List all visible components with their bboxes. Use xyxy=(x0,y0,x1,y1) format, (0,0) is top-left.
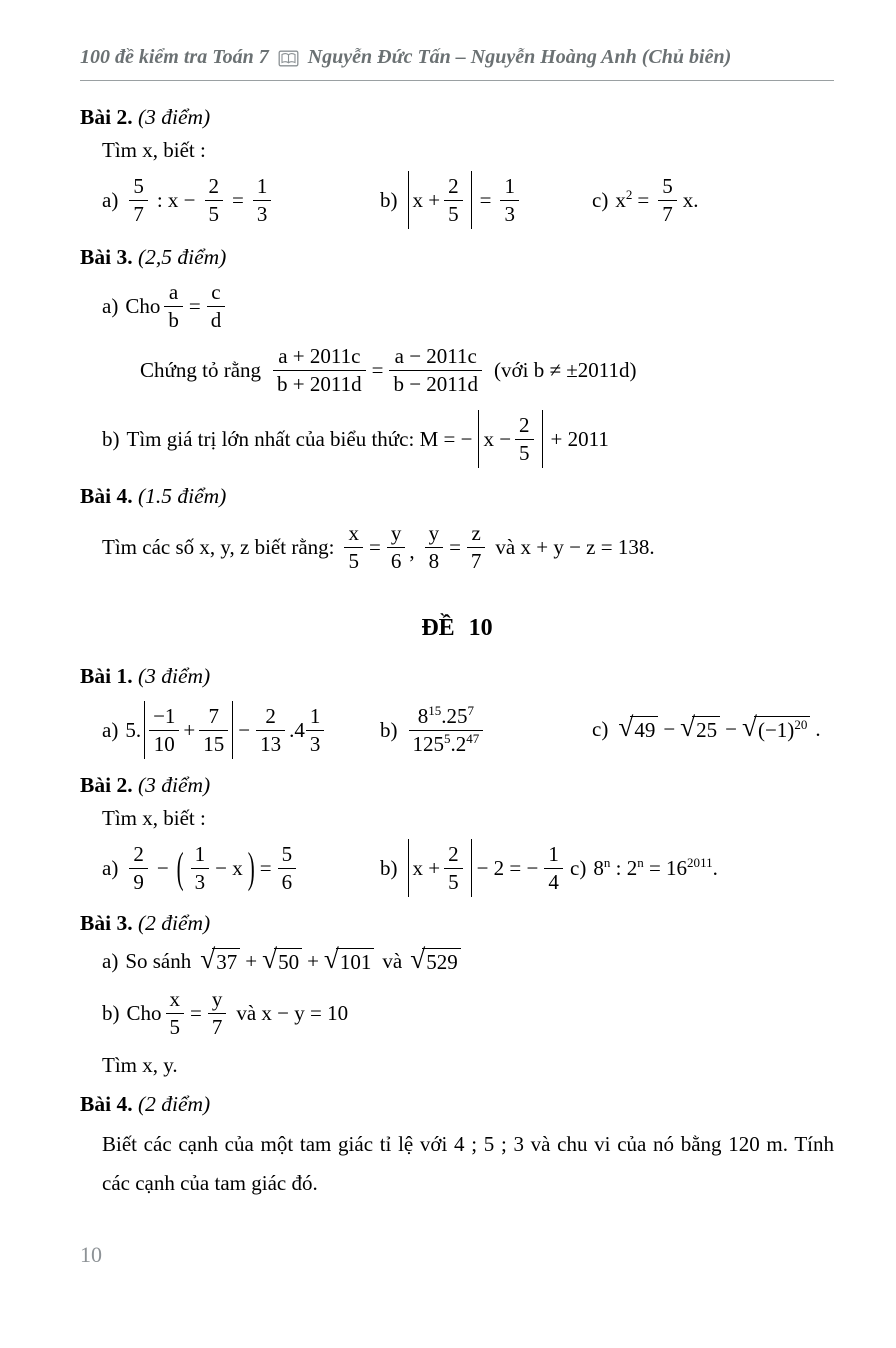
fraction xyxy=(344,521,363,573)
operator: = xyxy=(259,855,272,880)
sqrt-expression xyxy=(262,944,302,975)
fraction xyxy=(544,842,563,894)
page-number: 10 xyxy=(80,1242,102,1267)
fraction-numerator: 1 xyxy=(500,174,519,201)
problem-points: (1.5 điểm) xyxy=(137,484,227,508)
math-text: + 2011 xyxy=(550,426,609,451)
fraction-denominator: 3 xyxy=(309,732,321,756)
problem-heading-bai3 xyxy=(80,245,834,270)
radical-sign: √ xyxy=(410,944,426,974)
radicand: 25 xyxy=(692,716,720,743)
fraction-numerator: y xyxy=(425,521,444,548)
problem-points: (2 điểm) xyxy=(137,911,211,935)
fraction xyxy=(658,174,677,226)
fraction-denominator: 5 xyxy=(169,1015,181,1040)
problem-item-b xyxy=(380,704,592,756)
fraction-numerator: a xyxy=(164,280,183,307)
problem-heading-bai3 xyxy=(80,911,834,936)
item-tag: b) xyxy=(380,187,398,212)
abs-text: x − xyxy=(483,426,512,451)
item-tag: a) xyxy=(102,293,119,318)
problem-heading-bai2 xyxy=(80,105,834,130)
fraction-denominator: 3 xyxy=(194,870,206,894)
de10-title: ĐỀ 10 xyxy=(421,615,493,641)
problem-intro: Tìm x, biết : xyxy=(102,138,206,162)
problem-row xyxy=(102,987,834,1039)
problem-row xyxy=(102,171,834,229)
fraction-numerator: a + 2011c xyxy=(273,344,366,371)
problem-label: Bài 4. xyxy=(80,1092,133,1117)
fraction-denominator: 8 xyxy=(428,549,440,573)
fraction xyxy=(278,842,297,894)
item-tag: a) xyxy=(102,187,119,212)
item-tag: a) xyxy=(102,855,119,880)
abs-expression xyxy=(408,839,472,897)
power-base: x xyxy=(615,187,626,212)
fraction-numerator: 2 xyxy=(205,174,224,201)
fraction-denominator: 7 xyxy=(133,202,144,226)
math-text: Tìm giá trị lớn nhất của biểu thức: M = − xyxy=(126,426,473,451)
power-base: .2 xyxy=(450,732,467,756)
operator: − xyxy=(238,717,251,742)
fraction-denominator: 5 xyxy=(208,202,220,226)
operator: = xyxy=(232,187,244,212)
item-tag: c) xyxy=(592,717,609,742)
fraction-numerator: 1 xyxy=(306,704,325,731)
power-base: 2 xyxy=(626,855,638,880)
fraction-denominator: b + 2011d xyxy=(277,372,362,396)
power-exponent: 7 xyxy=(467,703,475,718)
problem-row xyxy=(102,280,834,332)
fraction-denominator xyxy=(409,731,484,756)
fraction-denominator: 5 xyxy=(448,870,459,894)
fraction-numerator: x xyxy=(344,521,363,548)
fraction-numerator: 1 xyxy=(544,842,563,869)
fraction-numerator: z xyxy=(467,521,486,548)
fraction xyxy=(515,413,534,465)
problem-label: Bài 3. xyxy=(80,911,133,935)
fraction-denominator: 7 xyxy=(470,549,482,573)
fraction-denominator: 9 xyxy=(133,870,144,894)
item-tag: b) xyxy=(102,426,120,451)
radicand: 49 xyxy=(630,716,658,743)
radical-sign: √ xyxy=(741,712,757,743)
radical-sign: √ xyxy=(323,944,339,974)
problem-item-c xyxy=(592,712,823,743)
problem-item-b xyxy=(102,987,348,1039)
power-exponent: 15 xyxy=(428,703,442,718)
problem-item-c xyxy=(570,856,718,881)
fraction-denominator: 13 xyxy=(260,732,282,756)
fraction-numerator: a − 2011c xyxy=(389,344,482,371)
sqrt-expression xyxy=(323,944,374,975)
fraction xyxy=(409,704,484,756)
fraction-numerator: 2 xyxy=(444,842,463,869)
section-de10 xyxy=(80,615,834,1203)
fraction-numerator: 1 xyxy=(191,842,210,869)
problem-row xyxy=(102,701,834,759)
fraction xyxy=(205,174,224,226)
item-tag: c) xyxy=(592,187,609,212)
fraction xyxy=(129,174,148,226)
problem-label: Bài 4. xyxy=(80,484,133,508)
fraction-numerator: x xyxy=(166,987,185,1014)
fraction-numerator: 5 xyxy=(129,174,148,201)
math-text: và x + y − z = 138. xyxy=(495,534,655,559)
fraction-numerator: 5 xyxy=(658,174,677,201)
operator: = xyxy=(479,187,492,212)
fraction-denominator: 7 xyxy=(662,202,673,226)
fraction-denominator: 3 xyxy=(256,202,268,226)
item-tag: c) xyxy=(570,855,587,880)
problem-points: (2 điểm) xyxy=(137,1092,211,1117)
fraction-numerator xyxy=(409,704,484,731)
item-tag: b) xyxy=(102,1000,120,1025)
fraction xyxy=(129,842,148,894)
power-exponent: 2 xyxy=(625,186,633,202)
power-base: 16 xyxy=(666,855,688,880)
fraction xyxy=(208,987,227,1039)
fraction-numerator: y xyxy=(208,987,227,1014)
problem-item-a xyxy=(102,701,380,759)
fraction-numerator: 7 xyxy=(199,704,228,731)
problem-item-a xyxy=(102,944,464,975)
math-text: Cho xyxy=(125,293,161,318)
math-text: và xyxy=(382,949,403,974)
fraction xyxy=(256,704,285,756)
operator: = xyxy=(188,293,201,318)
math-text: x. xyxy=(682,187,699,212)
fraction-numerator: 1 xyxy=(253,174,272,201)
fraction xyxy=(444,174,463,226)
problem-statement xyxy=(102,521,655,573)
fraction-numerator: 5 xyxy=(278,842,297,869)
fraction xyxy=(425,521,444,573)
problem-item-b xyxy=(380,839,570,897)
sqrt-expression xyxy=(741,712,810,743)
operator: = xyxy=(449,534,461,559)
math-text: − x xyxy=(215,855,243,880)
open-book-icon xyxy=(278,50,299,67)
radical-sign: √ xyxy=(262,944,278,974)
power-exponent: n xyxy=(603,854,611,870)
problem-statement: Biết các cạnh của một tam giác tỉ lệ với 4 ; 5 ; 3 và chu vi của nó bằng 120 m. Tính các cạnh của tam giác đó. xyxy=(102,1132,834,1196)
operator: + xyxy=(183,717,196,742)
item-tag: b) xyxy=(380,717,398,742)
radicand: 101 xyxy=(336,948,375,975)
problem-label: Bài 2. xyxy=(80,105,133,129)
power-exponent: 5 xyxy=(444,731,451,746)
abs-text: x + xyxy=(412,187,441,212)
fraction-denominator: 5 xyxy=(448,202,459,226)
right-paren: ) xyxy=(247,842,255,892)
radical-sign: √ xyxy=(680,712,696,743)
math-text: Tìm các số x, y, z biết rằng: xyxy=(102,534,335,559)
sqrt-expression xyxy=(618,712,658,743)
operator: + xyxy=(307,949,319,974)
abs-expression xyxy=(144,701,233,759)
operator: = xyxy=(371,357,384,382)
abs-expression xyxy=(408,171,472,229)
fraction-denominator: 15 xyxy=(203,732,225,756)
problem-row xyxy=(102,944,834,975)
fraction-denominator: 7 xyxy=(211,1015,223,1040)
left-paren: ( xyxy=(176,842,184,892)
abs-text: x + xyxy=(412,855,441,880)
math-text: và x − y = 10 xyxy=(236,1000,349,1025)
fraction-denominator: 5 xyxy=(348,549,359,573)
fraction xyxy=(444,842,463,894)
problem-heading-bai4 xyxy=(80,1092,834,1117)
operator: + xyxy=(245,949,258,974)
fraction-numerator: 2 xyxy=(256,704,285,731)
period: . xyxy=(815,717,821,742)
fraction-numerator: 2 xyxy=(515,413,534,440)
radical-sign: √ xyxy=(200,944,216,974)
operator: : xyxy=(610,855,627,880)
operator: − xyxy=(663,717,676,742)
fraction xyxy=(306,704,325,756)
power-exponent: 20 xyxy=(794,717,808,733)
problem-item-a xyxy=(102,174,380,226)
problem-label: Bài 2. xyxy=(80,773,133,797)
period: . xyxy=(712,855,718,880)
power-term xyxy=(615,188,632,213)
problem-intro: Tìm x, biết : xyxy=(102,806,206,830)
operator: = xyxy=(637,187,650,212)
problem-label: Bài 1. xyxy=(80,664,133,688)
math-text: Cho xyxy=(126,1000,162,1025)
radicand: 50 xyxy=(274,948,302,975)
problem-item-b xyxy=(102,410,614,468)
problem-heading-bai4 xyxy=(80,484,834,509)
fraction xyxy=(199,704,228,756)
problem-outro: Tìm x, y. xyxy=(102,1053,178,1078)
fraction xyxy=(273,344,366,396)
radicand: 37 xyxy=(212,948,240,975)
math-text: − 2 = − xyxy=(476,855,539,880)
fraction-denominator: 6 xyxy=(390,549,402,573)
problem-row xyxy=(140,344,834,396)
problem-item-c xyxy=(592,174,700,226)
mixed-number xyxy=(289,718,305,743)
sqrt-expression xyxy=(680,712,720,743)
power-exponent: n xyxy=(637,854,644,870)
operator: : x − xyxy=(156,187,196,212)
fraction xyxy=(166,987,185,1039)
radicand xyxy=(754,716,810,743)
item-tag: b) xyxy=(380,855,398,880)
fraction xyxy=(467,521,486,573)
fraction xyxy=(207,280,226,332)
problem-row xyxy=(102,410,834,468)
fraction xyxy=(191,842,210,894)
fraction-denominator: 6 xyxy=(281,870,293,894)
item-tag: a) xyxy=(102,717,119,742)
equation-text xyxy=(593,856,718,881)
problem-heading-bai2 xyxy=(80,773,834,798)
comma: , xyxy=(409,539,415,563)
radical-sign: √ xyxy=(618,712,634,743)
math-text: 5. xyxy=(125,717,142,742)
problem-points: (3 điểm) xyxy=(137,773,211,797)
problem-points: (3 điểm) xyxy=(137,105,211,129)
fraction-denominator: d xyxy=(210,308,222,332)
fraction-denominator: b xyxy=(168,308,179,332)
operator: = xyxy=(368,534,381,559)
problem-heading-bai1 xyxy=(80,664,834,689)
power-base: 8 xyxy=(593,855,604,880)
fraction xyxy=(500,174,519,226)
fraction-numerator: −1 xyxy=(149,704,179,731)
math-text: So sánh xyxy=(125,949,192,974)
fraction-denominator: b − 2011d xyxy=(393,372,479,396)
page-header xyxy=(80,46,834,81)
fraction xyxy=(164,280,183,332)
sqrt-expression xyxy=(410,944,460,975)
operator: = xyxy=(643,855,667,880)
problem-item-a xyxy=(102,842,380,894)
problem-item-b xyxy=(380,171,592,229)
proof-statement xyxy=(140,344,637,396)
power-exponent: 2011 xyxy=(687,854,713,870)
fraction xyxy=(149,704,179,756)
problem-item-a xyxy=(102,280,229,332)
whole-number: 4 xyxy=(294,717,305,742)
operator: = xyxy=(190,1000,202,1025)
problem-points: (2,5 điểm) xyxy=(137,245,227,269)
math-text: Chứng tỏ rằng xyxy=(140,357,262,382)
power-base: .25 xyxy=(441,704,468,728)
power-base: 125 xyxy=(412,732,444,756)
abs-expression xyxy=(478,410,542,468)
book-authors: Nguyễn Đức Tấn – Nguyễn Hoàng Anh (Chủ biên) xyxy=(307,46,732,68)
radicand: 529 xyxy=(422,948,461,975)
operator: − xyxy=(156,855,169,880)
fraction xyxy=(389,344,482,396)
problem-row xyxy=(102,521,834,573)
fraction xyxy=(253,174,272,226)
problem-row xyxy=(102,839,834,897)
problem-points: (3 điểm) xyxy=(137,664,211,688)
power-base: (−1) xyxy=(757,718,795,743)
fraction-numerator: 2 xyxy=(444,174,463,201)
book-title: 100 đề kiểm tra Toán 7 xyxy=(80,46,269,68)
item-tag: a) xyxy=(102,949,119,974)
problem-label: Bài 3. xyxy=(80,245,133,269)
fraction-denominator: 5 xyxy=(519,441,530,465)
power-base: 8 xyxy=(417,704,429,728)
dot-operator: . xyxy=(289,717,295,742)
fraction-denominator: 4 xyxy=(548,870,559,894)
fraction-denominator: 10 xyxy=(153,732,175,756)
fraction-numerator: 2 xyxy=(129,842,148,869)
fraction-numerator: y xyxy=(387,521,406,548)
sqrt-expression xyxy=(200,944,240,975)
condition-note: (với b ≠ ±2011d) xyxy=(494,357,637,382)
power-exponent: 47 xyxy=(466,731,480,746)
fraction-numerator: c xyxy=(207,280,226,307)
operator: − xyxy=(725,717,737,742)
section-de9 xyxy=(80,105,834,573)
fraction-denominator: 3 xyxy=(504,202,515,226)
fraction xyxy=(387,521,406,573)
